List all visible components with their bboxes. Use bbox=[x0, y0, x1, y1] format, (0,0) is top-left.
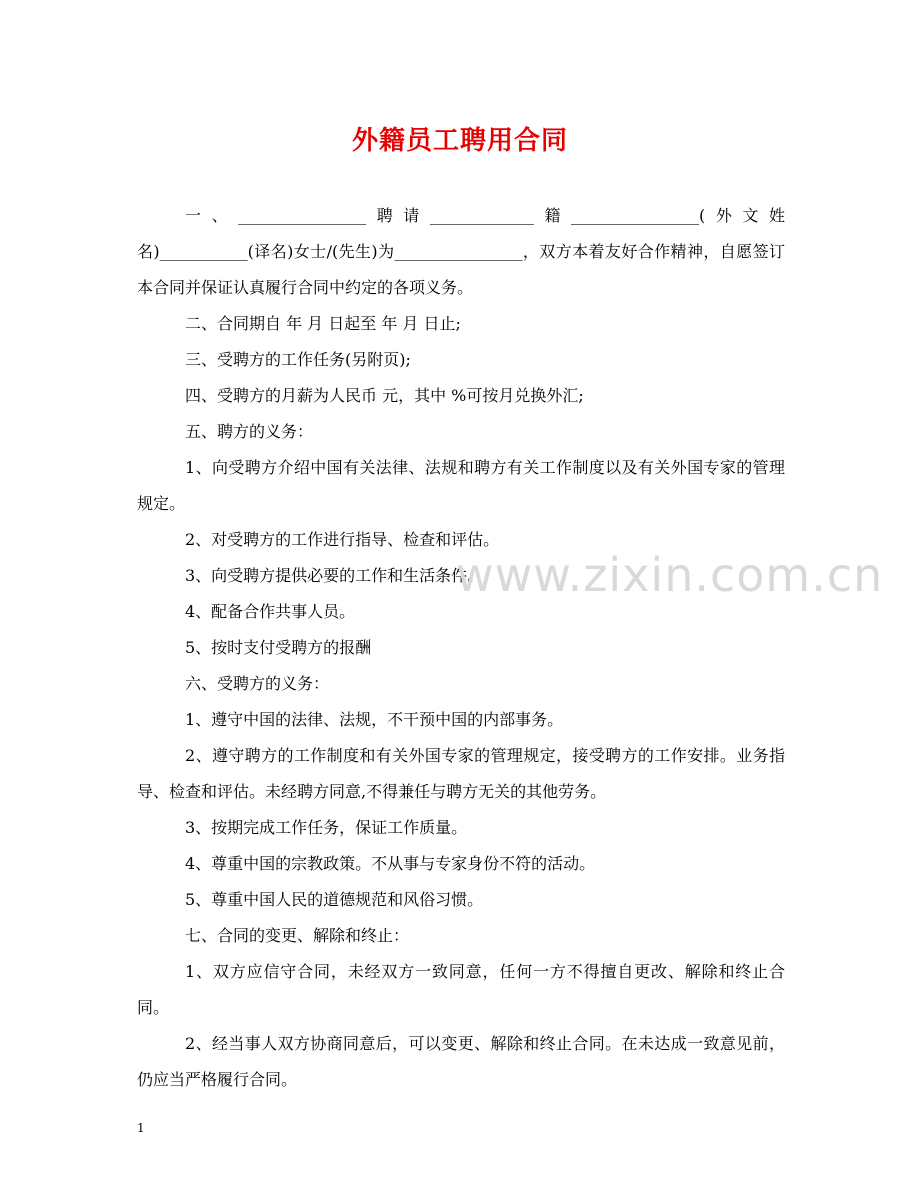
clause-4-paragraph: 四、受聘方的月薪为人民币 元，其中 %可按月兑换外汇; bbox=[185, 386, 584, 405]
clause-5-item-4: 4、配备合作共事人员。 bbox=[185, 602, 356, 621]
clause-1-paragraph: 一、________________聘请_____________籍________________(外文姓名)___________(译名)女士/(先生)为________________，双方本着友好合作精神，自愿签订本合同并保证认真履行合同中约定的各项义务。 bbox=[137, 206, 785, 297]
clause-7-item-2: 2、经当事人双方协商同意后，可以变更、解除和终止合同。在未达成一致意见前，仍应当严格履行合同。 bbox=[137, 1034, 785, 1089]
clause-5-heading: 五、聘方的义务： bbox=[185, 422, 314, 441]
clause-5-item-3: 3、向受聘方提供必要的工作和生活条件。 bbox=[185, 566, 484, 585]
clause-6-item-3: 3、按期完成工作任务，保证工作质量。 bbox=[185, 818, 468, 837]
watermark-text: www.zixin.com.cn bbox=[456, 548, 884, 602]
clause-6-item-4: 4、尊重中国的宗教政策。不从事与专家身份不符的活动。 bbox=[185, 854, 596, 873]
clause-2-paragraph: 二、合同期自 年 月 日起至 年 月 日止; bbox=[185, 314, 461, 333]
clause-5-item-1: 1、向受聘方介绍中国有关法律、法规和聘方有关工作制度以及有关外国专家的管理规定。 bbox=[137, 458, 785, 513]
clause-7-heading: 七、合同的变更、解除和终止： bbox=[185, 926, 410, 945]
clause-5-item-2: 2、对受聘方的工作进行指导、检查和评估。 bbox=[185, 530, 500, 549]
document-title: 外籍员工聘用合同 bbox=[351, 126, 568, 156]
page-number: 1 bbox=[137, 1121, 145, 1135]
clause-3-paragraph: 三、受聘方的工作任务(另附页); bbox=[185, 350, 411, 369]
clause-6-item-1: 1、遵守中国的法律、法规，不干预中国的内部事务。 bbox=[185, 710, 564, 729]
clause-5-item-5: 5、按时支付受聘方的报酬 bbox=[185, 638, 372, 657]
clause-6-item-2: 2、遵守聘方的工作制度和有关外国专家的管理规定，接受聘方的工作安排。业务指导、检查和评估。未经聘方同意,不得兼任与聘方无关的其他劳务。 bbox=[137, 746, 785, 801]
clause-7-item-1: 1、双方应信守合同，未经双方一致同意，任何一方不得擅自更改、解除和终止合同。 bbox=[137, 962, 785, 1017]
contract-body bbox=[137, 198, 785, 1098]
clause-6-item-5: 5、尊重中国人民的道德规范和风俗习惯。 bbox=[185, 890, 484, 909]
clause-6-heading: 六、受聘方的义务： bbox=[185, 674, 330, 693]
